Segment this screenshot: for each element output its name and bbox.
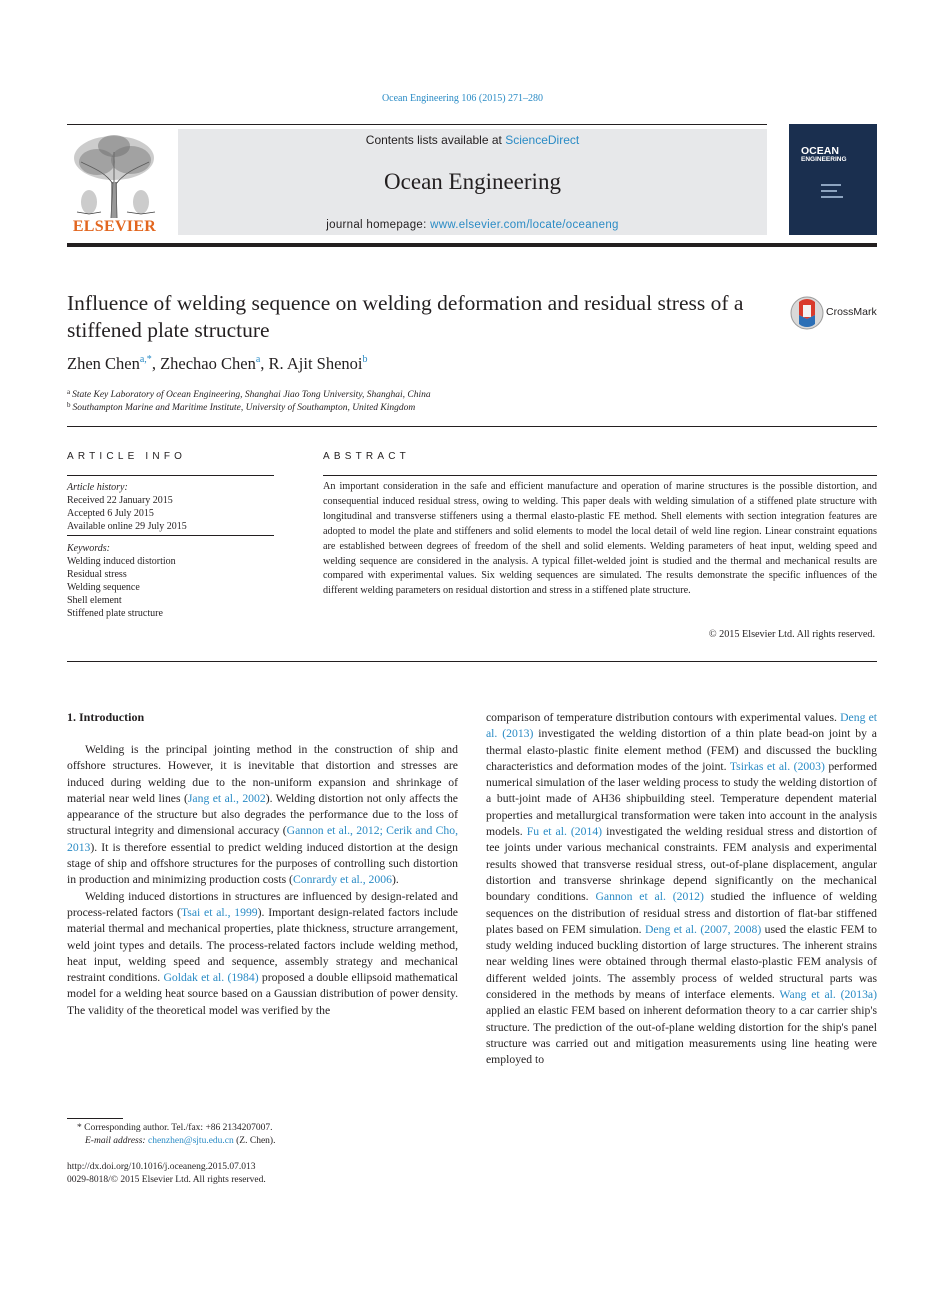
journal-title: Ocean Engineering xyxy=(384,169,561,194)
abstract-copyright: © 2015 Elsevier Ltd. All rights reserved. xyxy=(708,629,875,640)
author-affiliation-mark[interactable]: a xyxy=(255,354,261,365)
section-heading-introduction: 1. Introduction xyxy=(67,710,145,724)
keyword: Welding induced distortion xyxy=(67,556,176,567)
divider xyxy=(67,535,274,536)
paragraph: Welding is the principal jointing method in the construction of ship and offshore structures. However, it is inevitable that distortion and stresses are induced during welding due to the non-uniform expansion and shrinkage of material near weld lines (Jang et al., 2002). Welding distortion not only affects the appearance of the structure but also degrades the performance due to the loss of structural integrity and dimensional accuracy (Gannon et al., 2012; Cerik and Cho, 2013). It is therefore essential to predict welding induced distortion at the design stage of ship and offshore structures for the purposes of controlling such distortion in production and minimizing production costs (Conrardy et al., 2006). xyxy=(67,743,458,887)
citation-link[interactable]: Deng et al. (2007, 2008) xyxy=(644,922,762,936)
paragraph: comparison of temperature distribution contours with experimental values. Deng et al. (2013) investigated the welding distortion of a thin plate bead-on joint by a thermal elasto-plastic finite element method (FEM) and discussed the buckling characteristics and deformation modes of the joint. Tsirkas et al. (2003) performed numerical simulation of the laser welding process to study the welding distortion of a butt-joint made of AH36 shipbuilding steel. Temperature dependent material properties and metallurgical transformation were taken into account in the analysis models. Fu et al. (2014) investigated the welding residual stress and distortion of tee joints under various mechanical constraints. FEM analysis and experimental results showed that transverse residual stress, out-of-plane displacement, angular distortion and transverse shrinkage depend significantly on the mechanical boundary conditions. Gannon et al. (2012) studied the influence of welding sequences on the distribution of residual stress and distortion of flat-bar stiffened plates based on FEM simulation. Deng et al. (2007, 2008) used the elastic FEM to study welding induced buckling distortion of large structures. The inherent strains near welding lines were obtained through thermal elasto-plastic FEM analysis of different welded joints. The assembly process of welded structural parts was considered in the methods by means of interface elements. Wang et al. (2013a) applied an elastic FEM based on inherent deformation theory to a car carrier ship's structure. The prediction of the out-of-plane welding distortion for the ship's panel structure was carried out and mitigation measurements using line heating were employed to xyxy=(486,711,878,1067)
corresponding-author-note: * Corresponding author. Tel./fax: +86 2134207007. E-mail address: chenzhen@sjtu.edu.cn (Z. Chen). xyxy=(77,1123,276,1146)
keyword: Residual stress xyxy=(67,569,127,580)
author-affiliation-mark[interactable]: a,* xyxy=(139,354,152,365)
crossmark-badge[interactable] xyxy=(790,296,878,330)
email-link[interactable]: chenzhen@sjtu.edu.cn xyxy=(147,1136,234,1146)
received-date: Received 22 January 2015 xyxy=(67,495,173,506)
cover-title-1: OCEAN xyxy=(801,145,839,157)
author-name[interactable]: R. Ajit Shenoi xyxy=(268,354,363,373)
article-title: Influence of welding sequence on welding deformation and residual stress of a stiffened plate structure xyxy=(67,291,744,342)
sciencedirect-link[interactable]: ScienceDirect xyxy=(505,133,580,147)
citation-link[interactable]: Goldak et al. (1984) xyxy=(163,971,259,985)
affiliation-b: $^b$ Southampton Marine and Maritime Institute, University of Southampton, United Kingdom xyxy=(67,401,416,413)
article-info-heading: ARTICLE INFO xyxy=(67,451,187,462)
keyword: Stiffened plate structure xyxy=(67,608,163,619)
body-column-left xyxy=(67,742,458,1019)
online-date: Available online 29 July 2015 xyxy=(67,521,187,532)
journal-cover-image[interactable] xyxy=(789,124,877,235)
footnote-rule xyxy=(67,1118,123,1119)
keyword: Welding sequence xyxy=(67,582,140,593)
citation-link[interactable]: Gannon et al. (2012) xyxy=(595,890,704,904)
citation-link[interactable]: Deng et al. (2013) xyxy=(486,711,878,741)
contents-line: Contents lists available at ScienceDirect xyxy=(365,133,580,147)
paragraph: Welding induced distortions in structures are influenced by design-related and process-related factors (Tsai et al., 1999). Important design-related factors include material thermal and mechanical properties, plate thickness, structure arrangement, weld joint types and details. The process-related factors include welding method, heat input, welding speed and sequence, assembly strategy and mechanical restraint conditions. Goldak et al. (1984) proposed a double ellipsoid mathematical model for a welding heat source based on a Gaussian distribution of power density. The validity of the theoretical model was verified by the xyxy=(67,889,458,1017)
keywords-block xyxy=(67,542,274,620)
homepage-line: journal homepage: www.elsevier.com/locate/oceaneng xyxy=(326,219,619,231)
author-list: Zhen Chen$^{a,*}$, Zhechao Chen$^a$, R. Ajit Shenoi$^b$ xyxy=(67,354,368,373)
citation-link[interactable]: Gannon et al., 2012; Cerik and Cho, 2013 xyxy=(67,824,458,854)
citation-link[interactable]: Tsai et al., 1999 xyxy=(180,905,258,919)
citation-link[interactable]: Wang et al. (2013a) xyxy=(779,988,877,1002)
elsevier-wordmark: ELSEVIER xyxy=(72,218,157,235)
citation-link[interactable]: Fu et al. (2014) xyxy=(526,825,603,839)
keyword: Shell element xyxy=(67,595,122,606)
divider xyxy=(67,475,274,476)
header-rule xyxy=(67,124,767,125)
crossmark-icon xyxy=(790,296,824,330)
author-name[interactable]: Zhen Chen xyxy=(67,354,140,373)
affiliation-a: $^a$ State Key Laboratory of Ocean Engineering, Shanghai Jiao Tong University, Shanghai, China xyxy=(67,388,431,400)
abstract-heading: ABSTRACT xyxy=(323,451,410,462)
author-name[interactable]: Zhechao Chen xyxy=(160,354,256,373)
citation-link[interactable]: Conrardy et al., 2006 xyxy=(292,873,392,887)
accepted-date: Accepted 6 July 2015 xyxy=(67,508,154,519)
header-thick-rule xyxy=(67,243,877,247)
issn-line: 0029-8018/© 2015 Elsevier Ltd. All rights reserved. xyxy=(67,1175,266,1185)
body-column-right xyxy=(486,710,877,1069)
elsevier-logo[interactable] xyxy=(67,130,162,236)
homepage-link[interactable]: www.elsevier.com/locate/oceaneng xyxy=(430,219,619,231)
keywords-label: Keywords: xyxy=(67,543,110,554)
citation-link[interactable]: Jang et al., 2002 xyxy=(187,791,266,805)
divider xyxy=(323,475,877,476)
author-affiliation-mark[interactable]: b xyxy=(362,354,368,365)
history-label: Article history: xyxy=(67,482,128,493)
abstract-text: An important consideration in the safe and efficient manufacture and operation of marine structures is the possible distortion, and consequential induced residual stress, owing to welding. This paper deals with welding simulation of a stiffened plate structure with longitudinal and transverse stiffeners using a thermal elasto-plastic FE method. Shell elements with section integration features are adopted to model the plate and stiffeners and solid elements to model the local detail of weld line region. Linear constraint equations are established between degrees of freedom of the shell and solid elements. Welding parameters of heat input, welding speed and welding sequence are considered in the analysis. A typical fillet-welded joint is studied and the thermal and mechanical results are compared with experimental values. Six welding sequences are simulated. The results demonstrate the specific influences of the different welding parameters on residual distortion and stress in a stiffened plate structure. xyxy=(323,481,877,597)
cover-title-2: ENGINEERING xyxy=(801,156,847,163)
article-history xyxy=(67,481,274,533)
crossmark-label: CrossMark xyxy=(826,306,877,318)
divider xyxy=(67,661,877,662)
doi-link[interactable]: http://dx.doi.org/10.1016/j.oceaneng.2015.07.013 xyxy=(67,1162,256,1172)
citation-link[interactable]: Tsirkas et al. (2003) xyxy=(729,759,825,773)
journal-reference[interactable]: Ocean Engineering 106 (2015) 271–280 xyxy=(381,93,544,104)
divider xyxy=(67,426,877,427)
journal-banner xyxy=(178,129,767,235)
elsevier-tree-icon xyxy=(67,132,162,220)
